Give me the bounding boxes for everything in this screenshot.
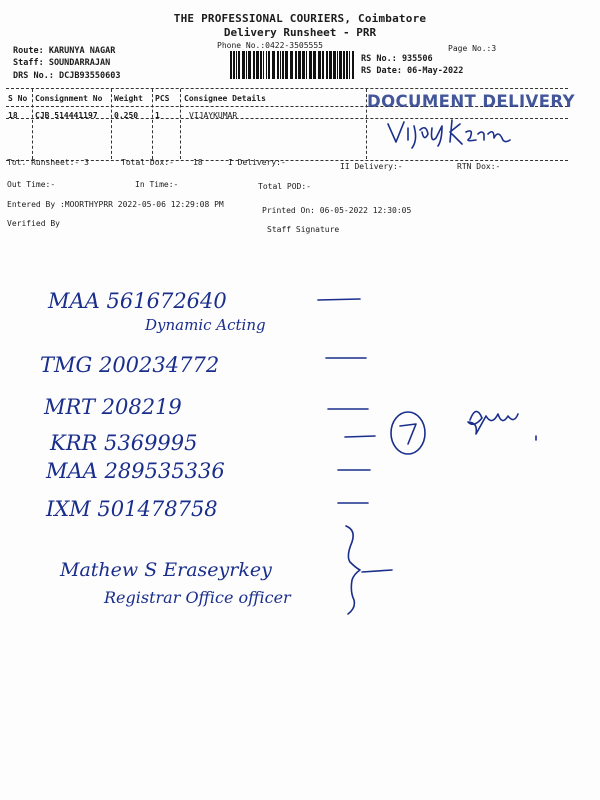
th-consignment: Consignment No (35, 94, 103, 103)
th-sno: S No (8, 94, 28, 103)
staff-label: Staff: SOUNDARRAJAN (13, 58, 111, 68)
table-row-weight: 0.250 (114, 111, 139, 120)
th-weight: Weight (114, 94, 143, 103)
note-line-6: IXM 501478758 (46, 497, 218, 521)
note-line-5: MAA 289535336 (46, 459, 225, 483)
table-row-sno: 18 (8, 111, 18, 120)
note-line-7: Mathew S Eraseyrkey (60, 559, 272, 581)
printed-on: Printed On: 06-05-2022 12:30:05 (262, 206, 412, 215)
table-row-consignee: VIJAYKUMAR (189, 111, 238, 120)
note-line-3: MRT 208219 (44, 395, 182, 419)
consignee-signature (388, 120, 510, 148)
table-row-consignment: CJB 514441197 (35, 111, 98, 120)
note-line-1: MAA 561672640 (48, 289, 227, 313)
note-line-1-sub: Dynamic Acting (145, 316, 266, 334)
rs-number: RS No.: 935506 (361, 54, 433, 64)
drs-number: DRS No.: DCJB93550603 (13, 71, 121, 81)
entered-by: Entered By :MOORTHYPRR 2022-05-06 12:29:08 PM (7, 200, 224, 209)
note-line-7-sub: Registrar Office officer (104, 588, 291, 607)
tot-runsheet: Tot. Runsheet:- 3 (7, 158, 89, 167)
rtn-dox: RTN Dox:- (457, 162, 501, 171)
page-number: Page No.:3 (448, 44, 497, 53)
ii-delivery: II Delivery:- (340, 162, 403, 171)
table-row-pcs: 1 (155, 111, 160, 120)
document-title: Delivery Runsheet - PRR (223, 26, 377, 39)
i-delivery: I Delivery:- (228, 158, 286, 167)
route-label: Route: KARUNYA NAGAR (13, 46, 116, 56)
document-delivery-stamp: DOCUMENT DELIVERY (367, 92, 575, 111)
rs-date: RS Date: 06-May-2022 (361, 66, 464, 76)
in-time: In Time:- (135, 180, 179, 189)
th-pcs: PCS (155, 94, 170, 103)
total-dox-value: 18 (193, 158, 203, 167)
total-dox-label: Total Dox:- (121, 158, 174, 167)
th-consignee: Consignee Details (184, 94, 266, 103)
verified-by: Verified By (7, 219, 60, 228)
note-line-4: KRR 5369995 (50, 431, 198, 455)
phone-number: Phone No.:0422-3505555 (217, 41, 323, 50)
total-pod: Total POD:- (258, 182, 311, 191)
staff-signature-label: Staff Signature (267, 225, 340, 234)
out-time: Out Time:- (7, 180, 56, 189)
note-line-2: TMG 200234772 (40, 353, 220, 377)
company-title: THE PROFESSIONAL COURIERS, Coimbatore (173, 12, 427, 25)
